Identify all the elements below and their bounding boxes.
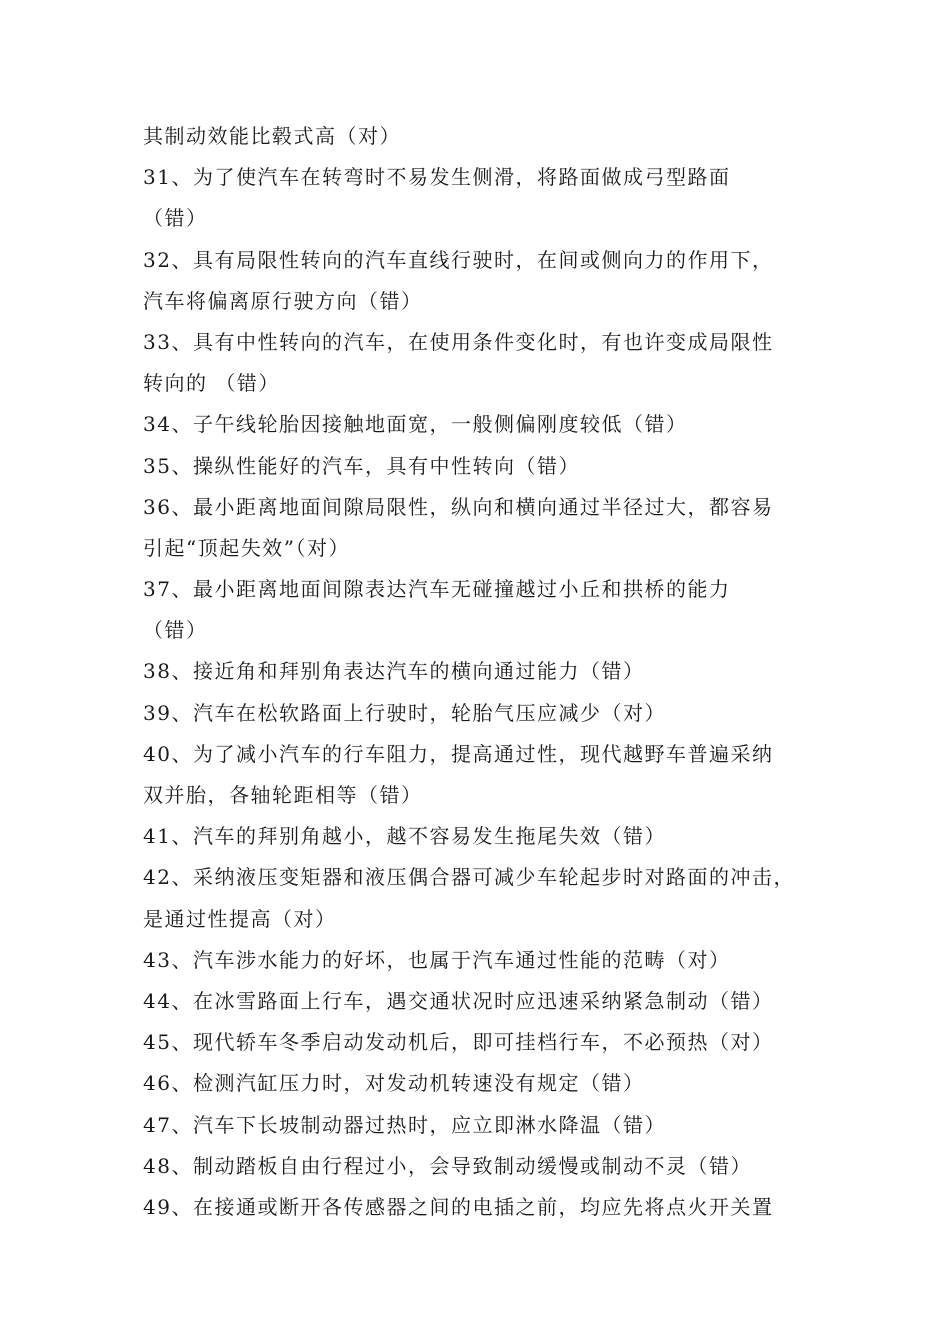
text-line: 34、子午线轮胎因接触地面宽，一般侧偏刚度较低（错） — [143, 412, 688, 437]
text-line: 双并胎，各轴轮距相等（错） — [143, 783, 423, 807]
text-line: 38、接近角和拜别角表达汽车的横向通过能力（错） — [143, 659, 645, 684]
text-line: 40、为了减小汽车的行车阻力，提高通过性，现代越野车普遍采纳 — [143, 741, 774, 766]
text-line: 43、汽车涉水能力的好坏，也属于汽车通过性能的范畴（对） — [143, 947, 731, 972]
text-line: （错） — [143, 618, 208, 643]
text-line: 引起“顶起失效”（对） — [143, 535, 350, 560]
text-line: 其制动效能比毂式高（对） — [143, 124, 401, 148]
text-line: 31、为了使汽车在转弯时不易发生侧滑，将路面做成弓型路面 — [143, 165, 731, 190]
document-body — [143, 116, 823, 1228]
text-line: 49、在接通或断开各传感器之间的电插之前，均应先将点火开关置 — [143, 1194, 774, 1219]
text-line: 转向的 （错） — [143, 371, 280, 396]
text-line: （错） — [143, 206, 208, 231]
text-line: 33、具有中性转向的汽车，在使用条件变化时，有也许变成局限性 — [143, 329, 774, 354]
text-line: 42、采纳液压变矩器和液压偶合器可减少车轮起步时对路面的冲击， — [143, 865, 795, 890]
text-line: 36、最小距离地面间隙局限性，纵向和横向通过半径过大，都容易 — [143, 494, 774, 519]
text-line: 汽车将偏离原行驶方向（错） — [143, 288, 423, 313]
text-line: 41、汽车的拜别角越小，越不容易发生拖尾失效（错） — [143, 824, 666, 849]
text-line: 47、汽车下长坡制动器过热时，应立即淋水降温（错） — [143, 1112, 666, 1137]
text-line: 37、最小距离地面间隙表达汽车无碰撞越过小丘和拱桥的能力 — [143, 577, 731, 602]
text-line: 44、在冰雪路面上行车，遇交通状况时应迅速采纳紧急制动（错） — [143, 988, 774, 1013]
text-line: 32、具有局限性转向的汽车直线行驶时，在间或侧向力的作用下， — [143, 247, 774, 272]
text-line: 39、汽车在松软路面上行驶时，轮胎气压应减少（对） — [143, 700, 666, 725]
text-line: 35、操纵性能好的汽车，具有中性转向（错） — [143, 453, 580, 478]
text-line: 45、现代轿车冬季启动发动机后，即可挂档行车，不必预热（对） — [143, 1030, 774, 1055]
text-line: 48、制动踏板自由行程过小，会导致制动缓慢或制动不灵（错） — [143, 1153, 752, 1178]
text-line: 46、检测汽缸压力时，对发动机转速没有规定（错） — [143, 1071, 645, 1096]
text-line: 是通过性提高（对） — [143, 906, 337, 931]
